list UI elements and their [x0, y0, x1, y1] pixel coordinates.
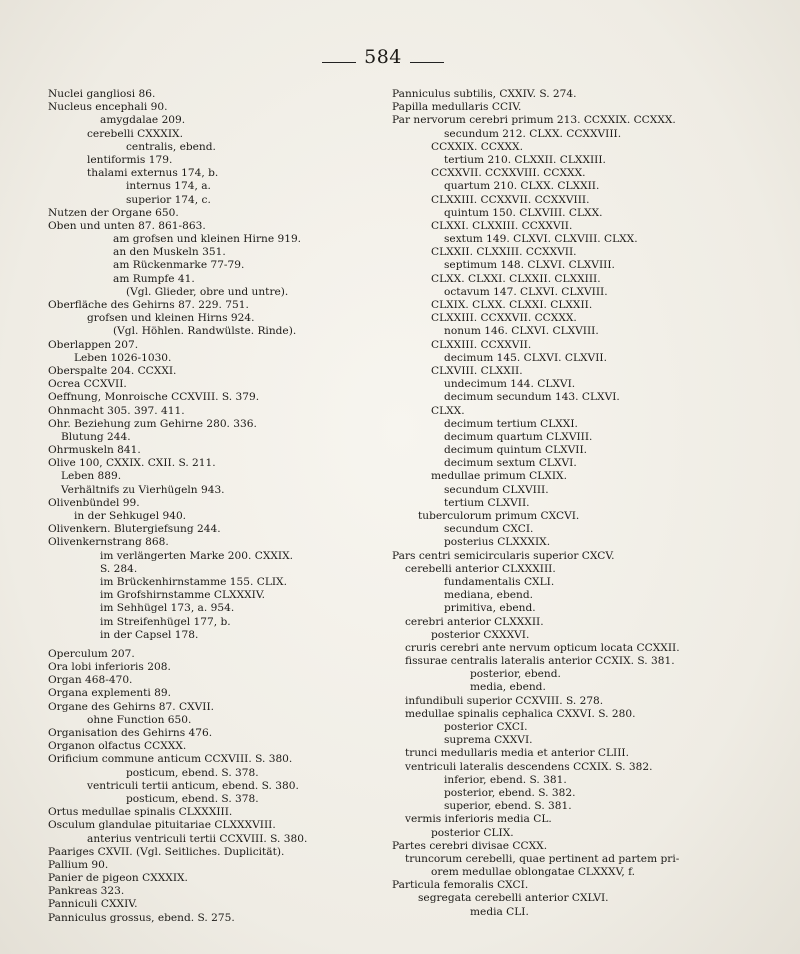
index-column-right — [392, 88, 764, 919]
index-entry: am Rumpfe 41. — [113, 272, 195, 285]
index-entry: Olivenbündel 99. — [48, 496, 140, 509]
index-entry: medullae spinalis cephalica CXXVI. S. 280. — [405, 707, 636, 720]
index-entry: amygdalae 209. — [100, 114, 186, 127]
index-entry: octavum 147. CLXVI. CLXVIII. — [444, 285, 608, 298]
index-entry: Paariges CXVII. (Vgl. Seitliches. Duplicität). — [48, 845, 285, 858]
index-entry: CCXXIX. CCXXX. — [431, 140, 523, 153]
index-entry: decimum secundum 143. CLXVI. — [444, 391, 620, 404]
index-entry: decimum sextum CLXVI. — [444, 457, 577, 470]
index-entry: (Vgl. Höhlen. Randwülste. Rinde). — [113, 325, 297, 338]
index-entry: Leben 1026-1030. — [74, 351, 172, 364]
index-entry: posterior CXXXVI. — [431, 628, 530, 641]
index-entry: CCXXVII. CCXXVIII. CCXXX. — [431, 167, 586, 180]
index-entry: medullae primum CLXIX. — [431, 470, 567, 483]
index-entry: Panniculus subtilis, CXXIV. S. 274. — [392, 88, 577, 100]
index-entry: Pallium 90. — [48, 858, 109, 871]
index-entry: in der Capsel 178. — [100, 628, 199, 641]
index-entry: Ohr. Beziehung zum Gehirne 280. 336. — [48, 417, 257, 430]
index-entry: truncorum cerebelli, quae pertinent ad partem pri- — [405, 852, 680, 865]
index-entry: Partes cerebri divisae CCXX. — [392, 839, 548, 852]
index-entry: Nucleus encephali 90. — [48, 101, 168, 114]
index-entry: cerebelli CXXXIX. — [87, 127, 183, 140]
index-entry: internus 174, a. — [126, 180, 211, 193]
index-entry: septimum 148. CLXVI. CLXVIII. — [444, 259, 615, 272]
index-entry: trunci medullaris media et anterior CLIII. — [405, 747, 629, 760]
index-entry: im Grofshirnstamme CLXXXIV. — [100, 589, 266, 602]
index-entry: CLXIX. CLXX. CLXXI. CLXXII. — [431, 299, 593, 311]
index-entry: primitiva, ebend. — [444, 602, 536, 615]
index-entry: mediana, ebend. — [444, 589, 533, 602]
index-entry: Organon olfactus CCXXX. — [48, 740, 187, 753]
index-entry: CLXVIII. CLXXII. — [431, 364, 523, 377]
index-entry: Blutung 244. — [61, 430, 131, 443]
index-entry: S. 284. — [100, 562, 138, 575]
index-entry: in der Sehkugel 940. — [74, 510, 187, 522]
index-entry: Panniculi CXXIV. — [48, 898, 138, 911]
index-entry: Oben und unten 87. 861-863. — [48, 219, 206, 232]
index-entry: orem medullae oblongatae CLXXXV, f. — [431, 866, 636, 879]
index-entry: posticum, ebend. S. 378. — [126, 792, 259, 805]
index-entry: centralis, ebend. — [126, 140, 216, 153]
index-entry: CLXXII. CLXXIII. CCXXVII. — [431, 246, 577, 259]
index-entry: posterior CLIX. — [431, 826, 514, 839]
index-entry: media CLI. — [470, 905, 529, 918]
index-entry: CLXX. CLXXI. CLXXII. CLXXIII. — [431, 272, 601, 285]
index-entry: decimum quintum CLXVII. — [444, 444, 588, 457]
index-entry: Ortus medullae spinalis CLXXXIII. — [48, 806, 233, 819]
index-entry: Papilla medullaris CCIV. — [392, 101, 522, 114]
index-entry: undecimum 144. CLXVI. — [444, 378, 576, 391]
index-entry: sextum 149. CLXVI. CLXVIII. CLXX. — [444, 233, 638, 246]
index-entry: im verlängerten Marke 200. CXXIX. — [100, 549, 293, 562]
index-entry: Organisation des Gehirns 476. — [48, 727, 213, 739]
index-entry: Verhältnifs zu Vierhügeln 943. — [61, 483, 225, 496]
index-entry: am grofsen und kleinen Hirne 919. — [113, 233, 302, 246]
index-entry: tertium CLXVII. — [444, 496, 530, 509]
index-entry: Oberspalte 204. CCXXI. — [48, 364, 177, 377]
index-entry: Operculum 207. — [48, 647, 135, 660]
index-entry: CLXXI. CLXXIII. CCXXVII. — [431, 219, 573, 232]
index-entry: lentiformis 179. — [87, 153, 173, 166]
index-entry: an den Muskeln 351. — [113, 246, 226, 259]
index-entry: Olive 100, CXXIX. CXII. S. 211. — [48, 457, 216, 470]
index-entry: thalami externus 174, b. — [87, 167, 219, 180]
index-entry: Ohnmacht 305. 397. 411. — [48, 404, 185, 417]
index-entry: fundamentalis CXLI. — [444, 575, 555, 588]
page-header — [0, 46, 800, 76]
index-entry: inferior, ebend. S. 381. — [444, 773, 567, 786]
index-entry: Organ 468-470. — [48, 674, 133, 687]
index-entry: posterior, ebend. — [470, 668, 561, 681]
index-entry: Osculum glandulae pituitariae CLXXXVIII. — [48, 819, 276, 832]
index-entry: Olivenkernstrang 868. — [48, 536, 169, 549]
index-entry: (Vgl. Glieder, obre und untre). — [126, 285, 289, 298]
index-entry: decimum quartum CLXVIII. — [444, 430, 593, 443]
index-entry: superior, ebend. S. 381. — [444, 800, 572, 813]
index-entry: anterius ventriculi tertii CCXVIII. S. 380. — [87, 832, 308, 845]
index-entry: superior 174, c. — [126, 193, 211, 206]
index-entry: Organa explementi 89. — [48, 687, 172, 700]
index-entry: decimum 145. CLXVI. CLXVII. — [444, 351, 607, 364]
index-entry: Ocrea CCXVII. — [48, 378, 127, 391]
page-number: 584 — [364, 46, 402, 68]
index-entry: CLXXIII. CCXXVII. CCXXVIII. — [431, 193, 590, 206]
index-entry: secundum CXCI. — [444, 523, 534, 536]
index-entry: infundibuli superior CCXVIII. S. 278. — [405, 694, 604, 707]
index-entry: im Streifenhügel 177, b. — [100, 615, 231, 628]
index-entry: quartum 210. CLXX. CLXXII. — [444, 180, 600, 193]
index-entry: posterior CXCI. — [444, 721, 528, 733]
index-entry: Particula femoralis CXCI. — [392, 879, 529, 892]
index-entry: cerebelli anterior CLXXXIII. — [405, 562, 556, 575]
index-entry: cerebri anterior CLXXXII. — [405, 615, 544, 628]
index-entry: posticum, ebend. S. 378. — [126, 766, 259, 779]
index-entry: segregata cerebelli anterior CXLVI. — [418, 892, 609, 905]
index-entry: vermis inferioris media CL. — [405, 813, 552, 826]
index-entry: ventriculi tertii anticum, ebend. S. 380. — [87, 779, 299, 792]
index-entry: secundum CLXVIII. — [444, 483, 549, 496]
index-entry: nonum 146. CLXVI. CLXVIII. — [444, 325, 599, 338]
index-entry: Nuclei gangliosi 86. — [48, 88, 156, 100]
index-column-left — [48, 88, 380, 925]
index-entry: Panniculus grossus, ebend. S. 275. — [48, 911, 235, 924]
index-entry: secundum 212. CLXX. CCXXVIII. — [444, 127, 622, 140]
index-entry: am Rückenmarke 77-79. — [113, 259, 245, 272]
index-entry: ohne Function 650. — [87, 713, 192, 726]
index-entry: quintum 150. CLXVIII. CLXX. — [444, 206, 603, 219]
index-entry: Pankreas 323. — [48, 885, 125, 898]
index-entry: grofsen und kleinen Hirns 924. — [87, 312, 255, 325]
index-entry: Nutzen der Organe 650. — [48, 206, 179, 219]
index-entry: CLXXIII. CCXXVII. CCXXX. — [431, 312, 577, 325]
index-entry: CLXXIII. CCXXVII. — [431, 338, 532, 351]
index-entry: posterius CLXXXIX. — [444, 536, 551, 549]
index-entry: decimum tertium CLXXI. — [444, 417, 578, 430]
index-entry: ventriculi lateralis descendens CCXIX. S. 382. — [405, 760, 653, 773]
index-entry: CLXX. — [431, 404, 465, 417]
index-entry: Oberlappen 207. — [48, 338, 139, 351]
index-entry: Olivenkern. Blutergiefsung 244. — [48, 523, 221, 536]
index-entry: Ora lobi inferioris 208. — [48, 661, 171, 674]
index-entry: Ohrmuskeln 841. — [48, 444, 141, 457]
index-entry: Pars centri semicircularis superior CXCV. — [392, 549, 615, 562]
index-entry: tuberculorum primum CXCVI. — [418, 510, 580, 522]
header-rule-left — [322, 62, 356, 63]
index-entry: Leben 889. — [61, 470, 122, 483]
index-entry: Par nervorum cerebri primum 213. CCXXIX. CCXXX. — [392, 114, 676, 127]
index-entry: fissurae centralis lateralis anterior CCXIX. S. 381. — [405, 655, 675, 668]
index-entry: suprema CXXVI. — [444, 734, 533, 747]
index-entry: Oberfläche des Gehirns 87. 229. 751. — [48, 299, 249, 311]
index-entry: Organe des Gehirns 87. CXVII. — [48, 700, 215, 713]
index-entry: Oeffnung, Monroische CCXVIII. S. 379. — [48, 391, 260, 404]
index-entry: media, ebend. — [470, 681, 546, 694]
index-entry: im Brückenhirnstamme 155. CLIX. — [100, 575, 287, 588]
index-entry: Panier de pigeon CXXXIX. — [48, 872, 188, 885]
index-entry: tertium 210. CLXXII. CLXXIII. — [444, 153, 606, 166]
index-entry: posterior, ebend. S. 382. — [444, 786, 576, 799]
index-entry: Orificium commune anticum CCXVIII. S. 380. — [48, 753, 293, 766]
index-entry: im Sehhügel 173, a. 954. — [100, 602, 235, 615]
index-entry: cruris cerebri ante nervum opticum locata CCXXII. — [405, 641, 680, 654]
header-rule-right — [410, 62, 444, 63]
